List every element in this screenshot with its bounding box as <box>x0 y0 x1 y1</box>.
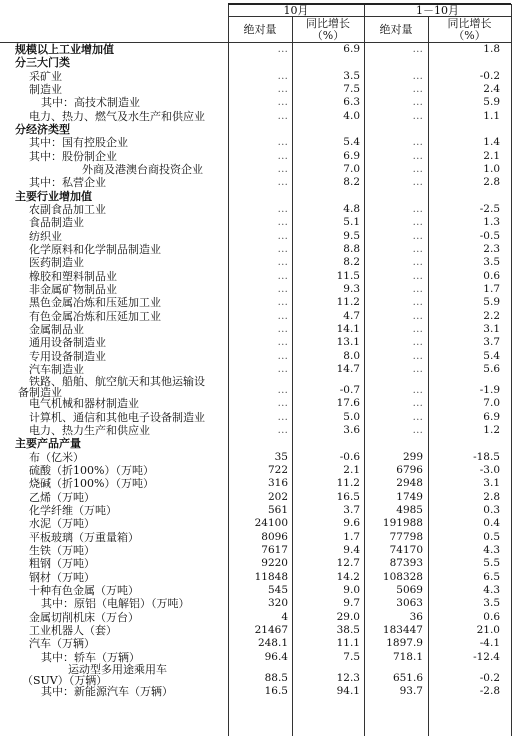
row-label-line: 备制造业 <box>18 386 62 400</box>
row-label: 主要行业增加值 <box>15 189 92 203</box>
row-label: 乙烯（万吨） <box>29 490 95 504</box>
cell-growth-10m: 38.5 <box>336 623 360 636</box>
table-row <box>0 597 517 610</box>
cell-growth-1-10m: -1.9 <box>479 384 500 397</box>
table-row <box>0 270 517 283</box>
cell-abs-1-10m: 5069 <box>396 583 423 596</box>
table-row <box>0 296 517 309</box>
cell-abs-1-10m: … <box>412 82 423 95</box>
table-row <box>0 176 517 189</box>
cell-abs-10m: … <box>277 256 288 269</box>
table-row <box>0 664 517 685</box>
cell-growth-1-10m: 0.5 <box>483 530 500 543</box>
row-label: 分三大门类 <box>15 56 70 70</box>
table-row <box>0 685 517 698</box>
row-label: 汽车制造业 <box>29 362 84 376</box>
cell-abs-1-10m: 77798 <box>389 530 423 543</box>
cell-abs-10m: 320 <box>267 597 288 610</box>
row-label: 布（亿米） <box>29 450 84 464</box>
table-row <box>0 517 517 530</box>
cell-growth-1-10m: -3.0 <box>479 463 500 476</box>
cell-growth-1-10m: 0.6 <box>483 269 500 282</box>
growth-header-1-line2: （%） <box>311 29 345 42</box>
cell-growth-1-10m: 1.3 <box>483 216 500 229</box>
cell-growth-1-10m: 2.8 <box>483 490 500 503</box>
cell-growth-1-10m: 0.6 <box>483 610 500 623</box>
cell-abs-1-10m: 108328 <box>382 570 423 583</box>
table-row <box>0 230 517 243</box>
cell-abs-10m: 722 <box>267 463 288 476</box>
table-row <box>0 544 517 557</box>
cell-growth-10m: -0.7 <box>339 384 360 397</box>
absolute-header-2: 绝对量 <box>379 23 413 36</box>
table-row <box>0 437 517 450</box>
row-label: 其中：国有控股企业 <box>29 136 128 150</box>
table-row <box>0 163 517 176</box>
cell-growth-1-10m: 4.3 <box>483 583 500 596</box>
cell-abs-10m: … <box>277 216 288 229</box>
table-row <box>0 256 517 269</box>
cell-growth-1-10m: 4.3 <box>483 543 500 556</box>
cell-growth-1-10m: 5.9 <box>483 96 500 109</box>
row-label: 电气机械和器材制造业 <box>29 397 139 411</box>
cell-growth-10m: 4.8 <box>343 202 360 215</box>
table-row <box>0 504 517 517</box>
table-row <box>0 424 517 437</box>
cell-abs-1-10m: 36 <box>409 610 423 623</box>
cell-abs-1-10m: … <box>412 322 423 335</box>
cell-abs-1-10m: … <box>412 256 423 269</box>
cell-abs-1-10m: 1897.9 <box>386 637 423 650</box>
growth-header-1-line1: 同比增长 <box>306 17 350 30</box>
table-row <box>0 397 517 410</box>
row-label <box>22 662 167 687</box>
cell-abs-10m: … <box>277 349 288 362</box>
cell-abs-10m: … <box>277 96 288 109</box>
table-row <box>0 464 517 477</box>
row-label: 电力、热力、燃气及水生产和供应业 <box>29 109 205 123</box>
table-row <box>0 190 517 203</box>
cell-abs-10m: … <box>277 362 288 375</box>
cell-growth-10m: 11.2 <box>336 296 360 309</box>
cell-abs-10m: … <box>277 384 288 397</box>
cell-abs-10m: 96.4 <box>264 650 288 663</box>
row-label <box>18 375 205 400</box>
cell-growth-1-10m: 3.1 <box>483 322 500 335</box>
cell-abs-10m: 316 <box>267 477 288 490</box>
cell-growth-1-10m: 6.9 <box>483 410 500 423</box>
cell-growth-10m: 11.5 <box>336 269 360 282</box>
table-row <box>0 611 517 624</box>
table-row <box>0 350 517 363</box>
cell-abs-1-10m: 651.6 <box>392 671 423 684</box>
row-label: 十种有色金属（万吨） <box>29 583 139 597</box>
cell-abs-10m: 202 <box>267 490 288 503</box>
absolute-header-1: 绝对量 <box>243 23 277 36</box>
cell-growth-10m: 5.0 <box>343 410 360 423</box>
cell-abs-1-10m: 191988 <box>382 517 423 530</box>
row-label: 非金属矿物制品业 <box>29 282 117 296</box>
growth-header-2-line2: （%） <box>453 29 486 42</box>
growth-header-2-line1: 同比增长 <box>447 17 492 30</box>
cell-abs-10m: … <box>277 269 288 282</box>
cell-abs-1-10m: … <box>412 384 423 397</box>
cell-abs-10m: 561 <box>267 503 288 516</box>
cell-abs-10m: … <box>277 322 288 335</box>
cell-growth-10m: 7.5 <box>343 650 360 663</box>
cell-abs-10m: … <box>277 136 288 149</box>
cell-abs-10m: 35 <box>274 450 288 463</box>
cell-growth-1-10m: -18.5 <box>473 450 500 463</box>
table-row <box>0 451 517 464</box>
row-label: 通用设备制造业 <box>29 336 106 350</box>
cell-abs-1-10m: 74170 <box>389 543 423 556</box>
cell-growth-10m: -0.6 <box>339 450 360 463</box>
cell-growth-10m: 5.1 <box>343 216 360 229</box>
cell-growth-1-10m: 5.4 <box>483 349 500 362</box>
cell-abs-1-10m: … <box>412 242 423 255</box>
cell-growth-1-10m: 1.7 <box>483 282 500 295</box>
cell-growth-10m: 8.2 <box>343 176 360 189</box>
table-row <box>0 123 517 136</box>
row-label: 有色金属冶炼和压延加工业 <box>29 309 161 323</box>
cell-growth-1-10m: 3.1 <box>483 477 500 490</box>
table-row <box>0 136 517 149</box>
cell-abs-10m: … <box>277 296 288 309</box>
cell-abs-1-10m: … <box>412 423 423 436</box>
cell-growth-1-10m: 5.5 <box>483 557 500 570</box>
row-label: 水泥（万吨） <box>29 517 95 531</box>
row-label: 食品制造业 <box>29 216 84 230</box>
table-row <box>0 110 517 123</box>
cell-abs-1-10m: … <box>412 202 423 215</box>
row-label: 金属制品业 <box>29 322 84 336</box>
table-row <box>0 557 517 570</box>
cell-growth-10m: 3.5 <box>343 69 360 82</box>
row-label: 计算机、通信和其他电子设备制造业 <box>29 410 205 424</box>
cell-growth-10m: 9.3 <box>343 282 360 295</box>
cell-growth-10m: 9.7 <box>343 597 360 610</box>
cell-growth-1-10m: 6.5 <box>483 570 500 583</box>
row-label: 其中：原铝（电解铝）（万吨） <box>41 597 190 611</box>
cell-growth-10m: 9.0 <box>343 583 360 596</box>
cell-growth-1-10m: 7.0 <box>483 397 500 410</box>
cell-growth-10m: 8.2 <box>343 256 360 269</box>
cell-growth-1-10m: 0.4 <box>483 517 500 530</box>
cell-growth-1-10m: 3.7 <box>483 336 500 349</box>
table-row <box>0 477 517 490</box>
cell-growth-1-10m: 3.5 <box>483 597 500 610</box>
row-label: 其中：轿车（万辆） <box>41 650 140 664</box>
table-row <box>0 651 517 664</box>
cell-abs-1-10m: … <box>412 109 423 122</box>
row-label: 化学原料和化学制品制造业 <box>29 242 161 256</box>
cell-growth-1-10m: 1.4 <box>483 136 500 149</box>
table-row <box>0 637 517 650</box>
row-label: 黑色金属冶炼和压延加工业 <box>29 296 161 310</box>
cell-abs-10m: … <box>277 43 288 55</box>
row-label: 规模以上工业增加值 <box>15 43 114 56</box>
cell-growth-1-10m: 2.1 <box>483 149 500 162</box>
cell-growth-10m: 17.6 <box>336 397 360 410</box>
table-row <box>0 43 517 56</box>
cell-abs-1-10m: 6796 <box>396 463 423 476</box>
cell-growth-1-10m: 21.0 <box>476 623 500 636</box>
cell-growth-10m: 11.1 <box>336 637 360 650</box>
row-label: 电力、热力生产和供应业 <box>29 423 150 437</box>
cell-abs-1-10m: … <box>412 282 423 295</box>
cell-abs-1-10m: … <box>412 43 423 55</box>
cell-abs-10m: … <box>277 176 288 189</box>
cell-abs-10m: … <box>277 242 288 255</box>
row-label: 医药制造业 <box>29 256 84 270</box>
table-row <box>0 571 517 584</box>
row-label: 主要产品产量 <box>15 437 81 451</box>
cell-growth-10m: 7.0 <box>343 162 360 175</box>
cell-growth-10m: 7.5 <box>343 82 360 95</box>
row-label: 钢材（万吨） <box>29 570 95 584</box>
cell-abs-1-10m: … <box>412 269 423 282</box>
cell-growth-1-10m: 2.2 <box>483 309 500 322</box>
cell-growth-10m: 14.7 <box>336 362 360 375</box>
table-row <box>0 310 517 323</box>
cell-abs-1-10m: … <box>412 136 423 149</box>
cell-abs-10m: … <box>277 82 288 95</box>
cell-growth-10m: 14.1 <box>336 322 360 335</box>
cell-growth-10m: 13.1 <box>336 336 360 349</box>
row-label: 其中：股份制企业 <box>29 149 117 163</box>
cell-abs-10m: 9220 <box>261 557 288 570</box>
cell-abs-10m: 24100 <box>254 517 288 530</box>
row-label-line: （SUV）（万辆） <box>22 673 108 687</box>
cell-abs-1-10m: 1749 <box>396 490 423 503</box>
table-row <box>0 216 517 229</box>
table-row <box>0 150 517 163</box>
cell-growth-10m: 4.7 <box>343 309 360 322</box>
table-row <box>0 375 517 400</box>
cell-growth-10m: 8.0 <box>343 349 360 362</box>
cell-growth-10m: 12.7 <box>336 557 360 570</box>
cell-growth-10m: 9.5 <box>343 229 360 242</box>
table-row <box>0 96 517 109</box>
row-label: 专用设备制造业 <box>29 349 106 363</box>
cell-abs-10m: … <box>277 282 288 295</box>
row-label: 化学纤维（万吨） <box>29 503 117 517</box>
cell-growth-10m: 1.7 <box>343 530 360 543</box>
cell-abs-1-10m: … <box>412 309 423 322</box>
cell-growth-1-10m: -2.5 <box>479 202 500 215</box>
table-row <box>0 323 517 336</box>
cell-abs-10m: … <box>277 109 288 122</box>
cell-abs-10m: … <box>277 69 288 82</box>
cell-abs-1-10m: 183447 <box>382 623 423 636</box>
row-label: 其中：新能源汽车（万辆） <box>41 684 173 698</box>
cell-abs-10m: … <box>277 202 288 215</box>
cell-abs-10m: 21467 <box>254 623 288 636</box>
row-label: 硫酸（折100%）（万吨） <box>29 463 154 477</box>
cell-growth-10m: 4.0 <box>343 109 360 122</box>
cell-abs-1-10m: 3063 <box>396 597 423 610</box>
cell-growth-10m: 3.6 <box>343 423 360 436</box>
cell-growth-10m: 29.0 <box>336 610 360 623</box>
cell-growth-10m: 94.1 <box>336 684 360 697</box>
cell-growth-1-10m: -0.2 <box>479 671 500 684</box>
cell-growth-10m: 5.4 <box>343 136 360 149</box>
row-label: 其中：高技术制造业 <box>41 96 140 110</box>
cell-abs-10m: 11848 <box>254 570 288 583</box>
cell-abs-1-10m: 87393 <box>389 557 423 570</box>
row-label: 汽车（万辆） <box>29 637 95 651</box>
cell-growth-10m: 16.5 <box>336 490 360 503</box>
cell-abs-1-10m: … <box>412 216 423 229</box>
row-label: 金属切削机床（万台） <box>29 610 139 624</box>
cell-growth-1-10m: 5.9 <box>483 296 500 309</box>
row-label: 橡胶和塑料制品业 <box>29 269 117 283</box>
cell-abs-10m: … <box>277 229 288 242</box>
cell-growth-10m: 9.4 <box>343 543 360 556</box>
row-label: 分经济类型 <box>15 122 70 136</box>
cell-growth-10m: 6.9 <box>343 149 360 162</box>
cell-abs-1-10m: 93.7 <box>399 684 423 697</box>
row-label: 农副食品加工业 <box>29 202 106 216</box>
cell-growth-1-10m: 2.8 <box>483 176 500 189</box>
cell-abs-10m: … <box>277 162 288 175</box>
cell-growth-1-10m: -12.4 <box>473 650 500 663</box>
cell-abs-10m: … <box>277 149 288 162</box>
row-label: 粗钢（万吨） <box>29 557 95 571</box>
cell-abs-10m: … <box>277 410 288 423</box>
cell-abs-1-10m: … <box>412 149 423 162</box>
cell-abs-10m: 248.1 <box>257 637 288 650</box>
table-row <box>0 584 517 597</box>
cell-growth-1-10m: 1.8 <box>483 43 500 55</box>
table-row <box>0 411 517 424</box>
cell-abs-1-10m: … <box>412 296 423 309</box>
cell-growth-10m: 2.1 <box>343 463 360 476</box>
row-label: 生铁（万吨） <box>29 543 95 557</box>
cell-abs-10m: 8096 <box>261 530 288 543</box>
table-row <box>0 203 517 216</box>
cell-growth-1-10m: 2.4 <box>483 82 500 95</box>
cell-growth-1-10m: 3.5 <box>483 256 500 269</box>
cell-abs-1-10m: 2948 <box>396 477 423 490</box>
cell-abs-10m: 7617 <box>261 543 288 556</box>
cell-growth-1-10m: 5.6 <box>483 362 500 375</box>
cell-growth-10m: 3.7 <box>343 503 360 516</box>
cell-abs-1-10m: … <box>412 397 423 410</box>
cell-abs-10m: … <box>277 423 288 436</box>
cell-abs-1-10m: … <box>412 176 423 189</box>
cell-abs-1-10m: … <box>412 162 423 175</box>
cell-abs-1-10m: … <box>412 69 423 82</box>
table-row <box>0 531 517 544</box>
table-row <box>0 283 517 296</box>
cell-abs-1-10m: … <box>412 336 423 349</box>
cell-growth-1-10m: -0.5 <box>479 229 500 242</box>
cell-abs-1-10m: 299 <box>402 450 423 463</box>
table-row <box>0 491 517 504</box>
table-row <box>0 56 517 69</box>
cell-abs-10m: 88.5 <box>264 671 288 684</box>
cell-growth-1-10m: 1.0 <box>483 162 500 175</box>
cell-growth-10m: 6.9 <box>343 43 360 55</box>
cell-growth-10m: 9.6 <box>343 517 360 530</box>
cell-growth-1-10m: 1.1 <box>483 109 500 122</box>
row-label: 工业机器人（套） <box>29 623 117 637</box>
row-label: 其中：私营企业 <box>29 176 106 190</box>
cell-growth-1-10m: -4.1 <box>479 637 500 650</box>
cell-abs-1-10m: 4985 <box>396 503 423 516</box>
cell-growth-10m: 8.8 <box>343 242 360 255</box>
row-label-line: 铁路、船舶、航空航天和其他运输设 <box>29 375 205 389</box>
cell-growth-1-10m: -2.8 <box>479 684 500 697</box>
cell-abs-1-10m: … <box>412 96 423 109</box>
row-label: 烧碱（折100%）（万吨） <box>29 477 154 491</box>
cell-growth-10m: 6.3 <box>343 96 360 109</box>
row-label: 外商及港澳台商投资企业 <box>82 162 203 176</box>
cell-abs-1-10m: … <box>412 362 423 375</box>
cell-abs-1-10m: … <box>412 229 423 242</box>
row-label: 采矿业 <box>29 69 62 83</box>
period-10-month-header: 10月 <box>283 4 309 17</box>
cell-growth-1-10m: -0.2 <box>479 69 500 82</box>
table-row <box>0 70 517 83</box>
cell-abs-1-10m: … <box>412 349 423 362</box>
cell-abs-10m: 545 <box>267 583 288 596</box>
table-row <box>0 83 517 96</box>
row-label: 纺织业 <box>29 229 62 243</box>
cell-abs-10m: … <box>277 397 288 410</box>
cell-growth-10m: 12.3 <box>336 671 360 684</box>
row-label: 平板玻璃（万重量箱） <box>29 530 139 544</box>
table-row <box>0 624 517 637</box>
cell-abs-1-10m: … <box>412 410 423 423</box>
cell-abs-10m: 16.5 <box>264 684 288 697</box>
cell-abs-1-10m: 718.1 <box>392 650 423 663</box>
table-row <box>0 243 517 256</box>
period-1-10-month-header: 1－10月 <box>416 4 459 17</box>
cell-abs-10m: … <box>277 336 288 349</box>
table-row <box>0 336 517 349</box>
cell-abs-10m: … <box>277 309 288 322</box>
cell-growth-1-10m: 2.3 <box>483 242 500 255</box>
row-label-line: 运动型多用途乘用车 <box>68 662 167 676</box>
cell-abs-10m: 4 <box>281 610 288 623</box>
cell-growth-1-10m: 0.3 <box>483 503 500 516</box>
cell-growth-10m: 11.2 <box>336 477 360 490</box>
cell-growth-1-10m: 1.2 <box>483 423 500 436</box>
row-label: 制造业 <box>29 82 62 96</box>
cell-growth-10m: 14.2 <box>336 570 360 583</box>
